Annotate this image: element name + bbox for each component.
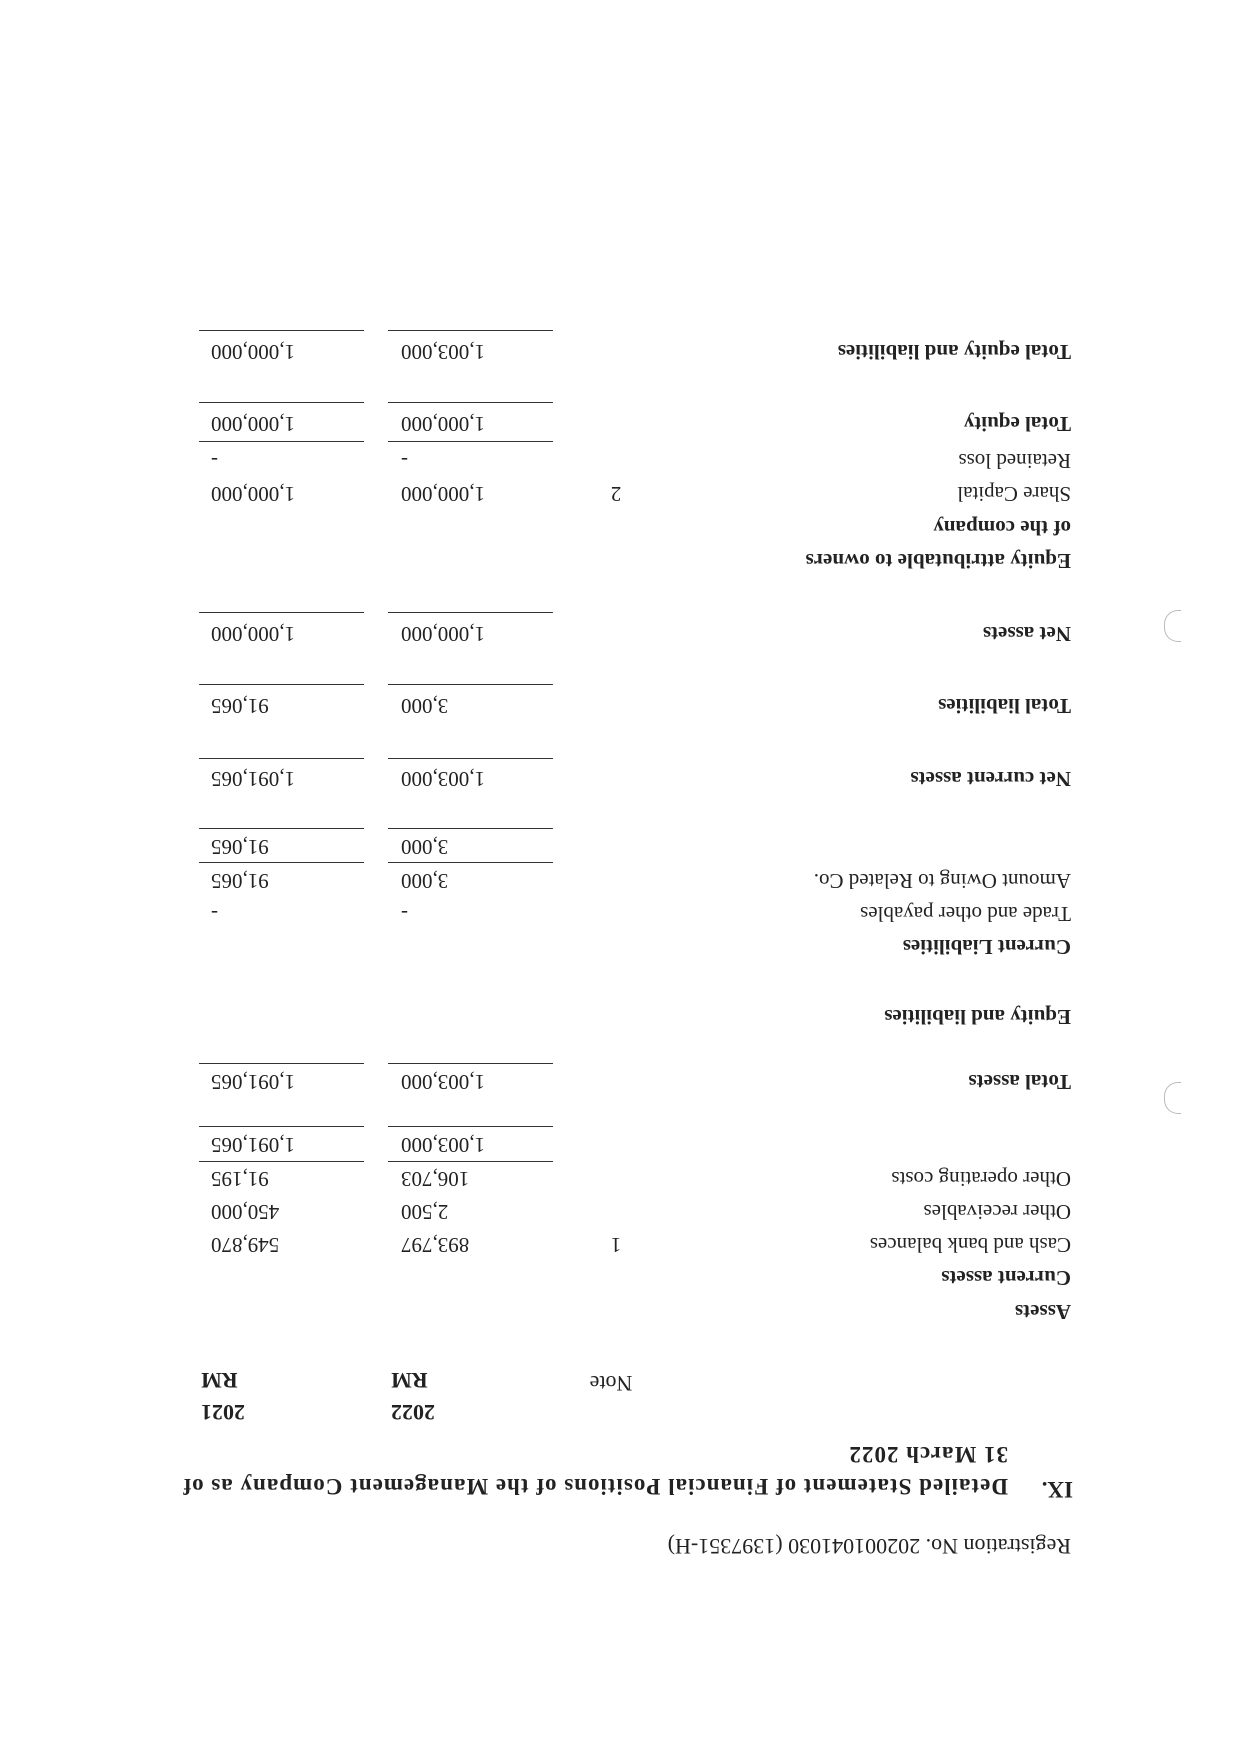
- rule: [388, 862, 553, 863]
- current-assets-heading: Current assets: [941, 1266, 1071, 1290]
- share-capital-note: 2: [610, 482, 622, 506]
- retained-loss-2021: -: [211, 449, 218, 473]
- other-operating-costs-2022: 106,703: [401, 1167, 470, 1191]
- column-header-2022: [391, 1364, 551, 1428]
- year-2021: 2021: [201, 1400, 245, 1425]
- net-current-assets-label: Net current assets: [910, 767, 1071, 791]
- rule: [388, 441, 553, 442]
- note-column-header: Note: [589, 1371, 633, 1396]
- liabilities-subtotal-2022: 3,000: [401, 835, 449, 859]
- total-equity-2021: 1,000,000: [211, 412, 295, 436]
- assets-subtotal-2021: 1,091,065: [211, 1133, 295, 1157]
- rule: [199, 1063, 364, 1064]
- rule: [199, 441, 364, 442]
- current-liabilities-heading: Current Liabilities: [902, 935, 1071, 959]
- section-number: IX.: [1041, 1477, 1073, 1502]
- net-assets-2021: 1,000,000: [211, 622, 295, 646]
- cash-2022: 893,797: [401, 1233, 470, 1257]
- row-label-other-operating-costs: Other operating costs: [891, 1167, 1071, 1191]
- net-assets-2022: 1,000,000: [401, 622, 485, 646]
- equity-heading-line-2: of the company: [933, 516, 1071, 540]
- liabilities-subtotal-2021: 91,065: [211, 835, 269, 859]
- other-receivables-2021: 450,000: [211, 1200, 280, 1224]
- rule: [199, 612, 364, 613]
- total-liabilities-2021: 91,065: [211, 694, 269, 718]
- equity-liabilities-heading: Equity and liabilities: [884, 1005, 1071, 1029]
- row-label-amount-owing: Amount Owing to Related Co.: [813, 869, 1071, 893]
- row-label-trade-payables: Trade and other payables: [860, 902, 1071, 926]
- retained-loss-2022: -: [401, 449, 408, 473]
- assets-subtotal-2022: 1,003,000: [401, 1133, 485, 1157]
- trade-payables-2022: -: [401, 902, 408, 926]
- unit-2021: RM: [201, 1368, 238, 1393]
- rule: [388, 828, 553, 829]
- rule: [199, 758, 364, 759]
- amount-owing-2022: 3,000: [401, 869, 449, 893]
- rule: [388, 402, 553, 403]
- title-line-2: 31 March 2022: [848, 1442, 1008, 1467]
- row-label-cash: Cash and bank balances: [869, 1233, 1071, 1257]
- registration-number: Registration No. 202001041030 (1397351-H): [667, 1534, 1071, 1559]
- rule: [388, 684, 553, 685]
- rule: [388, 612, 553, 613]
- total-equity-liabilities-label: Total equity and liabilities: [837, 340, 1071, 364]
- other-operating-costs-2021: 91,195: [211, 1167, 269, 1191]
- row-note-cash: 1: [610, 1233, 622, 1257]
- retained-loss-label: Retained loss: [958, 449, 1071, 473]
- binder-hole-mark: [1164, 610, 1181, 642]
- rule: [388, 1063, 553, 1064]
- title-line-1: Detailed Statement of Financial Positions of the Management Company as of: [182, 1474, 1008, 1499]
- unit-2022: RM: [391, 1368, 428, 1393]
- total-equity-liabilities-2022: 1,003,000: [401, 340, 485, 364]
- share-capital-label: Share Capital: [957, 482, 1071, 506]
- net-assets-label: Net assets: [982, 622, 1071, 646]
- total-assets-label: Total assets: [968, 1070, 1071, 1094]
- net-current-assets-2021: 1,091,065: [211, 767, 295, 791]
- assets-heading: Assets: [1015, 1300, 1071, 1324]
- rule: [199, 402, 364, 403]
- equity-heading-line-1: Equity attributable to owners: [805, 549, 1071, 573]
- binder-hole-mark: [1164, 1082, 1181, 1114]
- rule: [388, 330, 553, 331]
- share-capital-2021: 1,000,000: [211, 482, 295, 506]
- rule: [388, 1126, 553, 1127]
- rule: [199, 828, 364, 829]
- trade-payables-2021: -: [211, 902, 218, 926]
- total-liabilities-2022: 3,000: [401, 694, 449, 718]
- total-equity-label: Total equity: [963, 412, 1071, 436]
- total-assets-2021: 1,091,065: [211, 1070, 295, 1094]
- cash-2021: 549,870: [211, 1233, 280, 1257]
- rule: [199, 862, 364, 863]
- share-capital-2022: 1,000,000: [401, 482, 485, 506]
- rule: [199, 1126, 364, 1127]
- row-label-other-receivables: Other receivables: [923, 1200, 1071, 1224]
- rule: [388, 758, 553, 759]
- rule: [199, 684, 364, 685]
- total-liabilities-label: Total liabilities: [938, 694, 1071, 718]
- year-2022: 2022: [391, 1400, 435, 1425]
- rule: [199, 1161, 364, 1162]
- rule: [388, 1161, 553, 1162]
- column-header-2021: [201, 1364, 361, 1428]
- net-current-assets-2022: 1,003,000: [401, 767, 485, 791]
- page-title: [182, 1438, 1008, 1502]
- total-equity-liabilities-2021: 1,000,000: [211, 340, 295, 364]
- rule: [199, 330, 364, 331]
- other-receivables-2022: 2,500: [401, 1200, 449, 1224]
- total-assets-2022: 1,003,000: [401, 1070, 485, 1094]
- amount-owing-2021: 91,065: [211, 869, 269, 893]
- total-equity-2022: 1,000,000: [401, 412, 485, 436]
